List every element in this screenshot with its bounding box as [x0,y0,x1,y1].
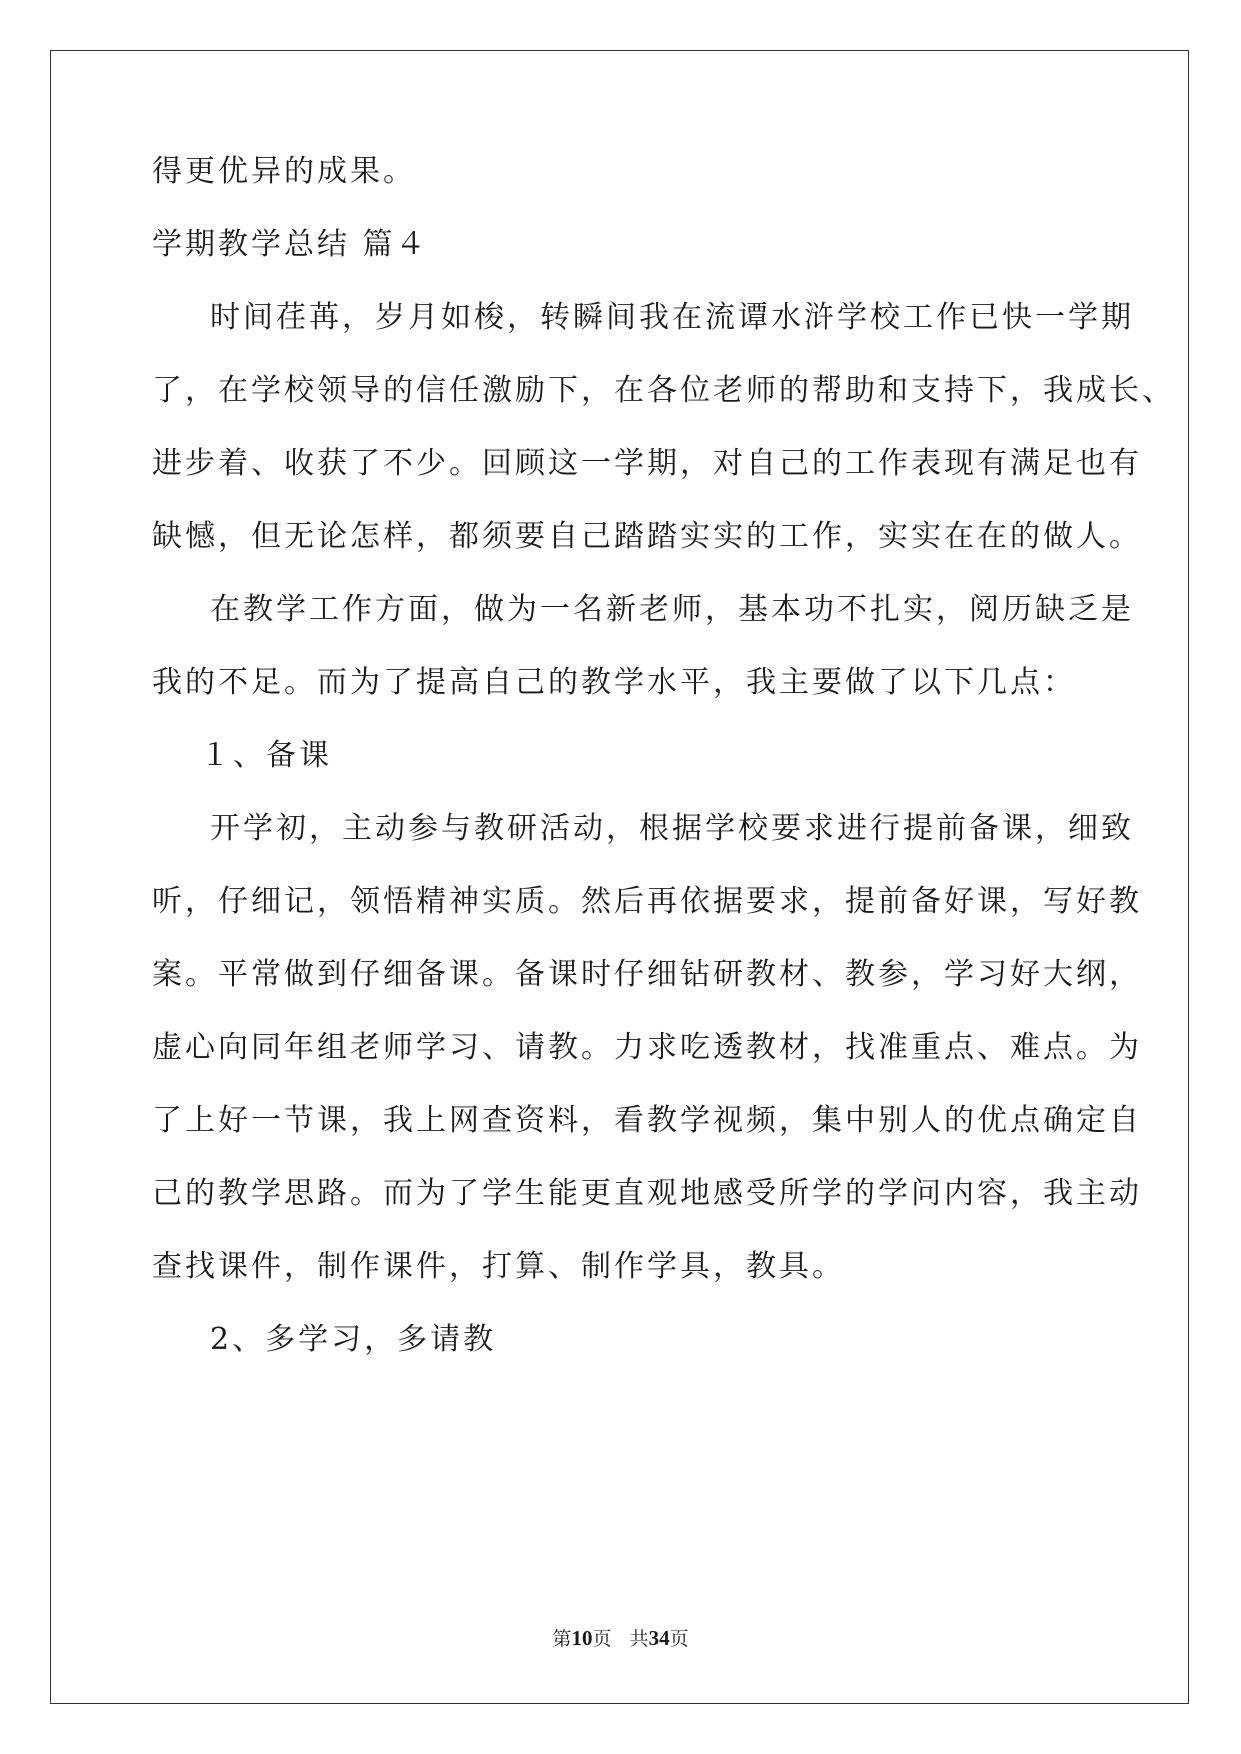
paragraph-line: 己的教学思路。而为了学生能更直观地感受所学的学问内容，我主动 [152,1176,1142,1211]
paragraph-line: 我的不足。而为了提高自己的教学水平，我主要做了以下几点： [152,665,1076,700]
paragraph-line: 缺憾，但无论怎样，都须要自己踏踏实实的工作，实实在在的做人。 [152,519,1142,554]
paragraph-line: 听，仔细记，领悟精神实质。然后再依据要求，提前备好课，写好教 [152,884,1142,919]
paragraph-line: 了上好一节课，我上网查资料，看教学视频，集中别人的优点确定自 [152,1103,1142,1138]
current-page-number: 10 [571,1626,593,1650]
footer-prefix: 第 [552,1628,572,1650]
paragraph-line: 开学初，主动参与教研活动，根据学校要求进行提前备课，细致 [210,811,1134,846]
paragraph-line: 了，在学校领导的信任激励下，在各位老师的帮助和支持下，我成长、 [152,373,1175,408]
section-heading: 学期教学总结 篇４ [152,227,429,262]
subheading: 2、多学习，多请教 [210,1322,497,1357]
subheading: １、备课 [200,738,332,773]
paragraph-line: 虚心向同年组老师学习、请教。力求吃透教材，找准重点、难点。为 [152,1030,1142,1065]
text-line: 得更优异的成果。 [152,154,416,189]
footer-suffix: 页 [669,1628,689,1650]
paragraph-line: 进步着、收获了不少。回顾这一学期，对自己的工作表现有满足也有 [152,446,1142,481]
paragraph-line: 查找课件，制作课件，打算、制作学具，教具。 [152,1249,845,1284]
paragraph-line: 时间荏苒，岁月如梭，转瞬间我在流谭水浒学校工作已快一学期 [210,300,1134,335]
paragraph-line: 案。平常做到仔细备课。备课时仔细钻研教材、教参，学习好大纲， [152,957,1142,992]
footer-middle: 页 共 [592,1628,649,1650]
page-footer [0,1626,1241,1651]
total-page-count: 34 [648,1626,670,1650]
paragraph-line: 在教学工作方面，做为一名新老师，基本功不扎实，阅历缺乏是 [210,592,1134,627]
